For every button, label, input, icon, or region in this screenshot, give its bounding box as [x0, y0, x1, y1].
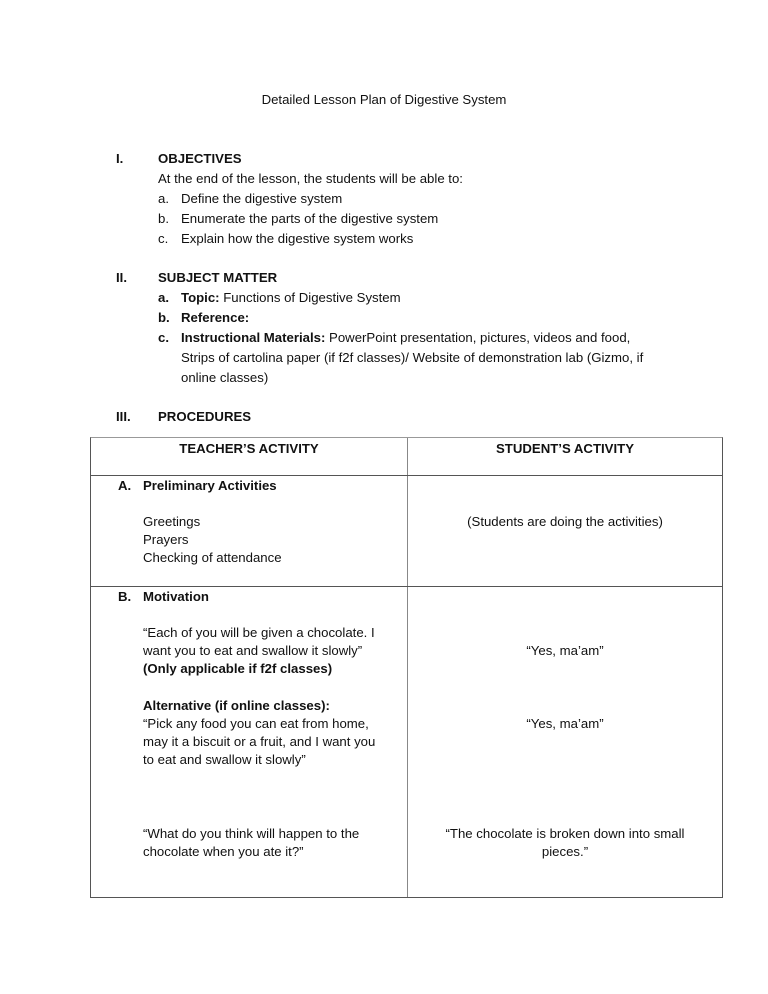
- materials-continuation: Strips of cartolina paper (if f2f classes)/ Website of demonstration lab (Gizmo, if: [181, 350, 644, 365]
- row-divider: [91, 475, 722, 476]
- row-heading: Motivation: [143, 589, 209, 604]
- procedures-table: [90, 437, 723, 898]
- student-response: “The chocolate is broken down into small: [445, 826, 685, 841]
- objectives-intro: At the end of the lesson, the students will be able to:: [158, 171, 463, 186]
- list-marker: a.: [158, 290, 169, 305]
- section-numeral: III.: [116, 409, 131, 424]
- item-label: Reference:: [181, 310, 250, 325]
- teacher-line: may it a biscuit or a fruit, and I want you: [143, 734, 376, 749]
- teacher-line: Prayers: [143, 532, 189, 547]
- teacher-line: Greetings: [143, 514, 201, 529]
- student-response: (Students are doing the activities): [467, 514, 663, 529]
- teacher-note: (Only applicable if f2f classes): [143, 661, 333, 676]
- row-heading: Preliminary Activities: [143, 478, 277, 493]
- teacher-line: “Each of you will be given a chocolate. I: [143, 625, 375, 640]
- teacher-line: Checking of attendance: [143, 550, 282, 565]
- subject-item-reference: [181, 310, 249, 325]
- objective-item: Define the digestive system: [181, 191, 343, 206]
- list-marker: b.: [158, 310, 170, 325]
- section-heading: PROCEDURES: [158, 409, 252, 424]
- list-marker: c.: [158, 231, 169, 246]
- student-response: pieces.”: [541, 844, 589, 859]
- row-marker: B.: [118, 589, 132, 604]
- list-marker: b.: [158, 211, 169, 226]
- teacher-subheading: Alternative (if online classes):: [143, 698, 330, 713]
- teacher-line: “What do you think will happen to the: [143, 826, 360, 841]
- row-divider: [91, 586, 722, 587]
- section-heading: SUBJECT MATTER: [158, 270, 278, 285]
- subject-item-materials: [181, 330, 630, 345]
- teacher-line: chocolate when you ate it?”: [143, 844, 304, 859]
- subject-item-topic: [181, 290, 401, 305]
- item-value: Functions of Digestive System: [223, 290, 401, 305]
- section-numeral: II.: [116, 270, 127, 285]
- list-marker: c.: [158, 330, 169, 345]
- section-numeral: I.: [116, 151, 124, 166]
- item-label: Instructional Materials:: [181, 330, 326, 345]
- row-marker: A.: [118, 478, 132, 493]
- item-value: PowerPoint presentation, pictures, videos and food,: [329, 330, 631, 345]
- teacher-line: want you to eat and swallow it slowly”: [143, 643, 363, 658]
- objective-item: Explain how the digestive system works: [181, 231, 414, 246]
- list-marker: a.: [158, 191, 169, 206]
- objective-item: Enumerate the parts of the digestive system: [181, 211, 439, 226]
- student-response: “Yes, ma’am”: [526, 716, 604, 731]
- header-student-activity: STUDENT’S ACTIVITY: [496, 441, 634, 456]
- teacher-line: “Pick any food you can eat from home,: [143, 716, 369, 731]
- student-response: “Yes, ma’am”: [526, 643, 604, 658]
- item-label: Topic:: [181, 290, 220, 305]
- section-heading: OBJECTIVES: [158, 151, 242, 166]
- document-title: Detailed Lesson Plan of Digestive System: [261, 92, 507, 107]
- teacher-line: to eat and swallow it slowly”: [143, 752, 306, 767]
- materials-continuation: online classes): [181, 370, 269, 385]
- header-teacher-activity: TEACHER’S ACTIVITY: [179, 441, 319, 456]
